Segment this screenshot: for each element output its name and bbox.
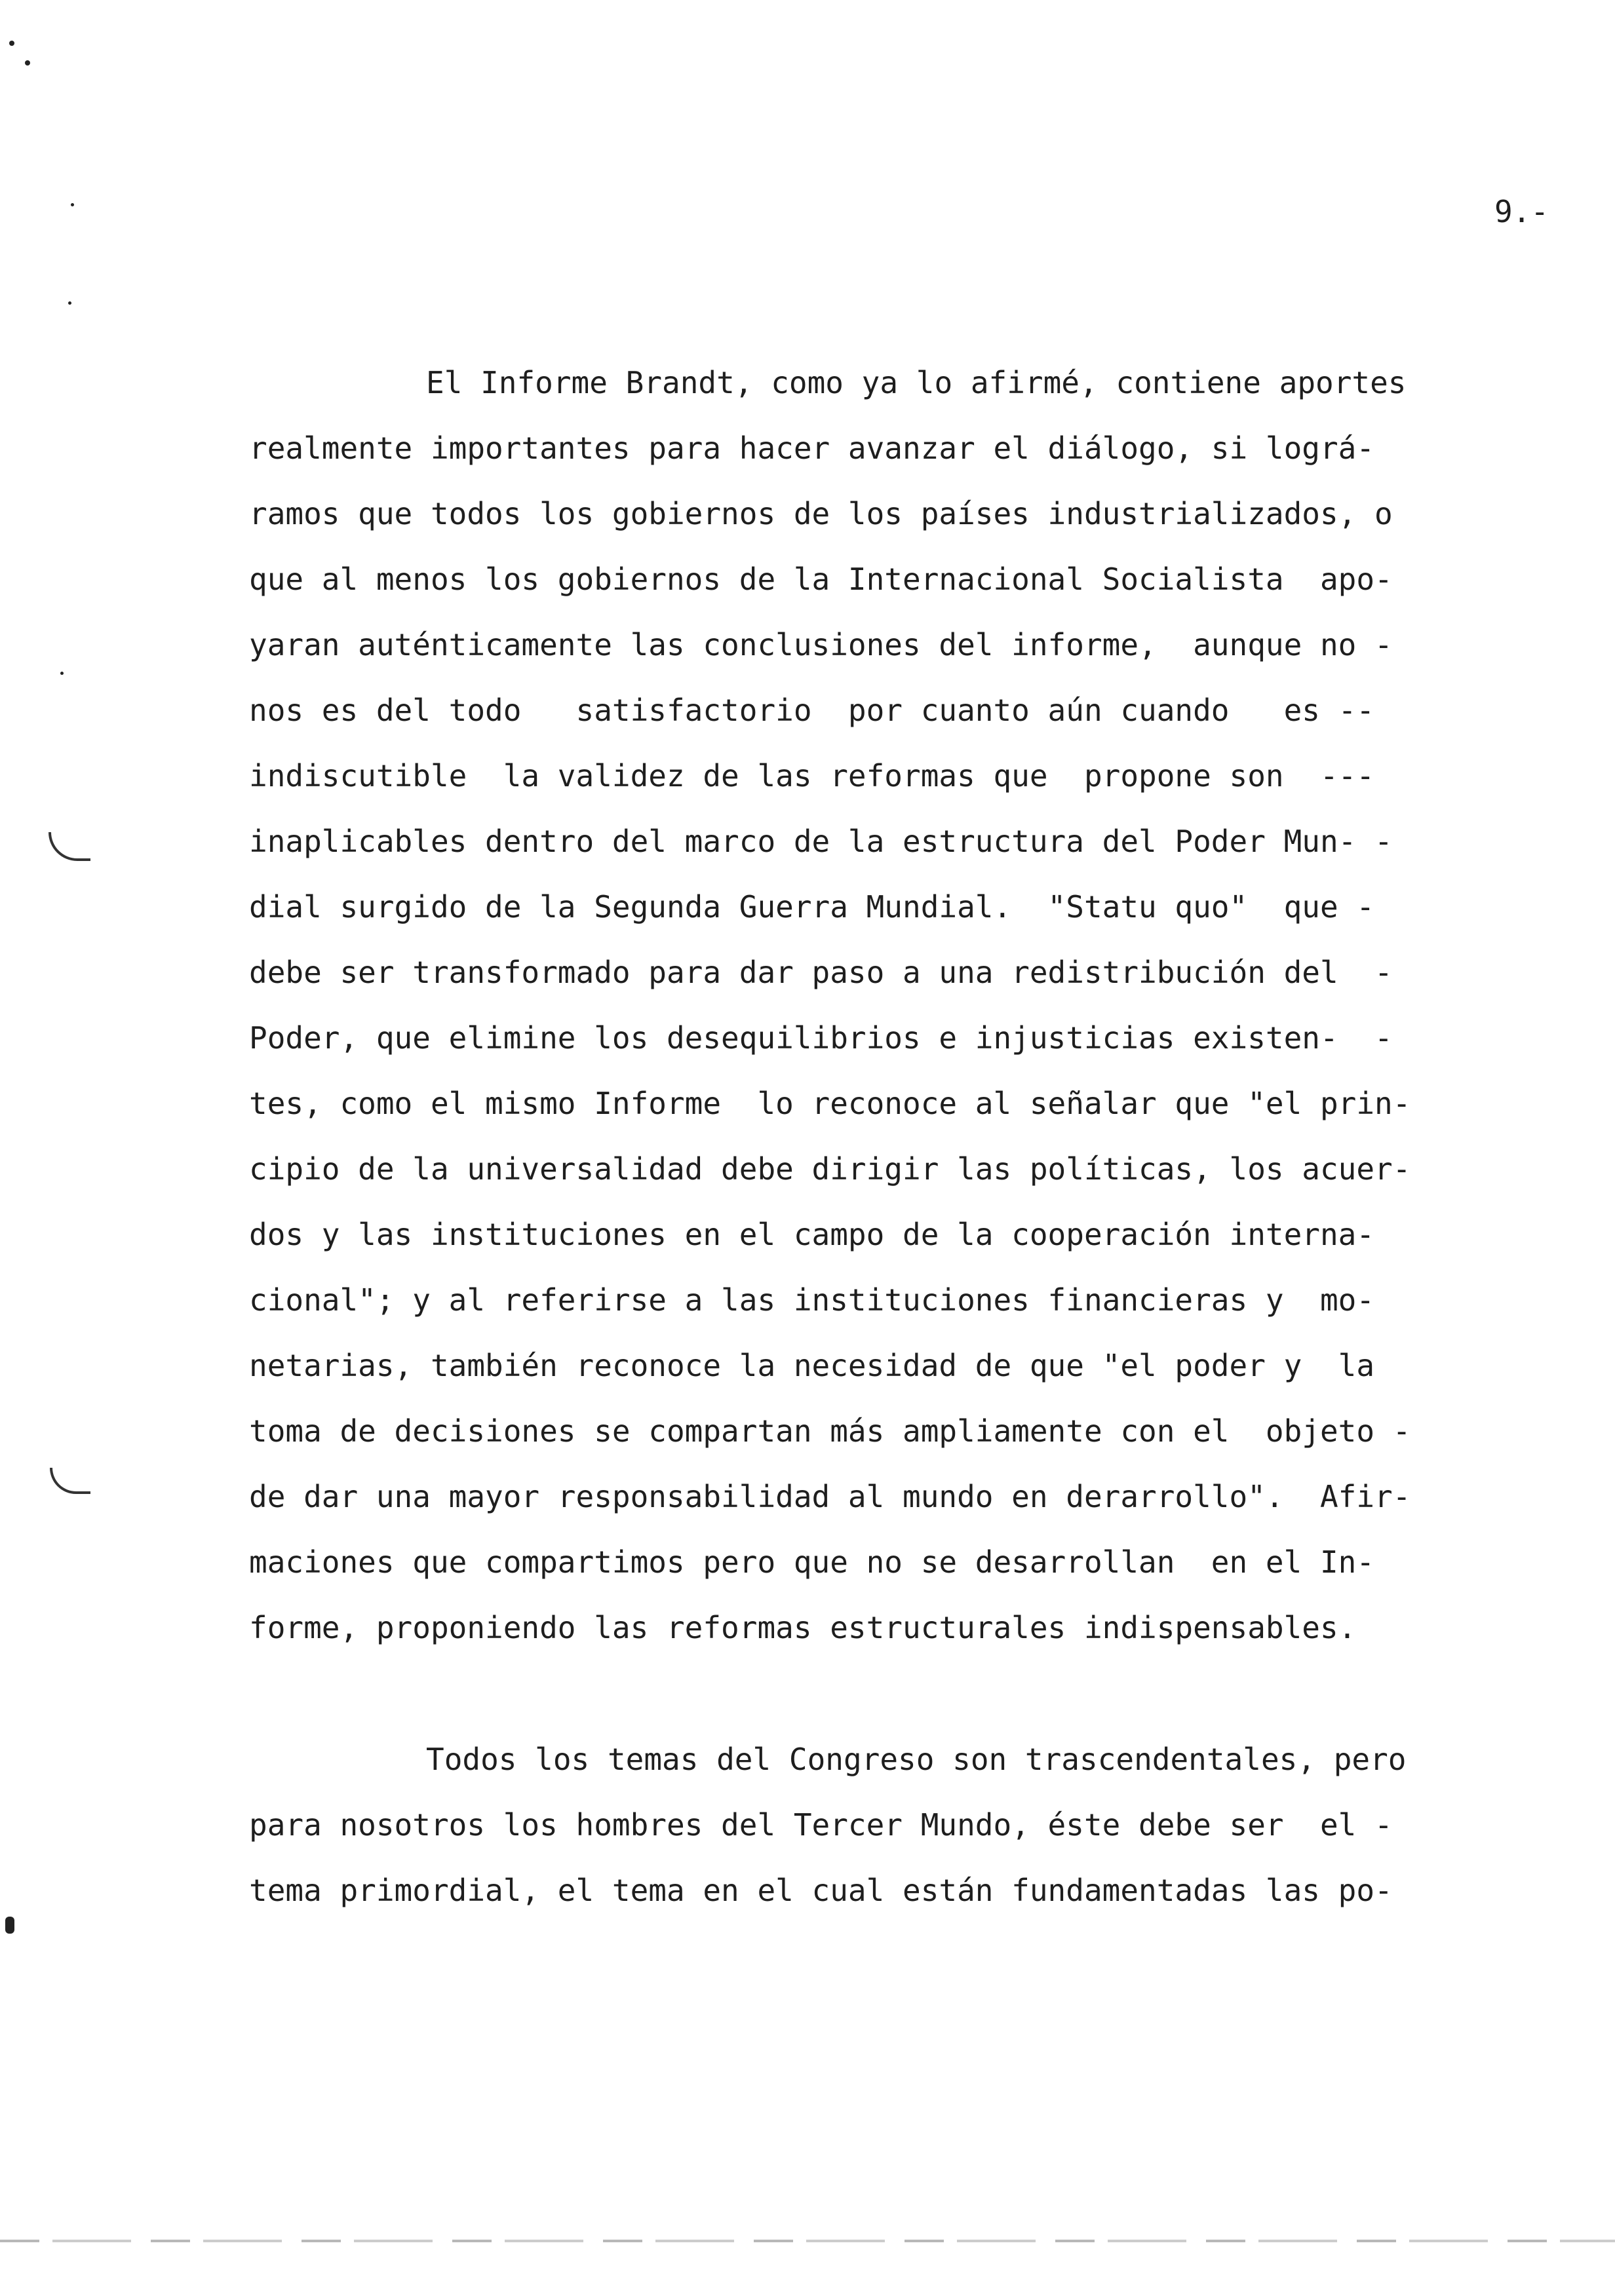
text-line: ramos que todos los gobiernos de los países industrializados, o [249,496,1393,531]
paragraph-1 [249,350,1573,1660]
page-number: 9.- [1494,194,1549,229]
text-line: toma de decisiones se compartan más ampliamente con el objeto - [249,1413,1411,1449]
scan-speck [68,301,71,305]
text-line: cional"; y al referirse a las instituciones financieras y mo- [249,1282,1375,1318]
text-line: maciones que compartimos pero que no se desarrollan en el In- [249,1544,1375,1580]
text-line: Poder, que elimine los desequilibrios e injusticias existen- - [249,1020,1393,1056]
scan-speck [71,203,74,206]
text-line: debe ser transformado para dar paso a una redistribución del - [249,955,1393,990]
text-line: de dar una mayor responsabilidad al mundo en derarrollo". Afir- [249,1479,1411,1514]
text-line: El Informe Brandt, como ya lo afirmé, contiene aportes [426,365,1407,400]
scan-edge-line [0,2240,1615,2242]
scan-speck [25,60,30,66]
text-line: inaplicables dentro del marco de la estructura del Poder Mun- - [249,824,1393,859]
text-line: indiscutible la validez de las reformas que propone son --- [249,758,1375,794]
text-line: yaran auténticamente las conclusiones del informe, aunque no - [249,627,1393,662]
scan-speck [5,1917,14,1934]
text-line: Todos los temas del Congreso son trascendentales, pero [426,1742,1407,1777]
text-line: dial surgido de la Segunda Guerra Mundial. "Statu quo" que - [249,889,1375,925]
text-line: realmente importantes para hacer avanzar el diálogo, si lográ- [249,430,1375,466]
paragraph-2 [249,1727,1573,1923]
text-line: forme, proponiendo las reformas estructurales indispensables. [249,1610,1357,1645]
punch-hole-mark [49,832,90,861]
text-line: para nosotros los hombres del Tercer Mundo, éste debe ser el - [249,1807,1393,1843]
text-line: netarias, también reconoce la necesidad de que "el poder y la [249,1348,1375,1383]
text-line: tes, como el mismo Informe lo reconoce al señalar que "el prin- [249,1086,1411,1121]
text-line: que al menos los gobiernos de la Internacional Socialista apo- [249,562,1393,597]
text-line: nos es del todo satisfactorio por cuanto aún cuando es -- [249,693,1375,728]
text-line: dos y las instituciones en el campo de la cooperación interna- [249,1217,1375,1252]
text-line: tema primordial, el tema en el cual están fundamentadas las po- [249,1873,1393,1908]
punch-hole-mark [50,1468,90,1494]
scan-speck [60,672,64,675]
text-line: cipio de la universalidad debe dirigir las políticas, los acuer- [249,1151,1411,1187]
scan-speck [9,41,14,46]
